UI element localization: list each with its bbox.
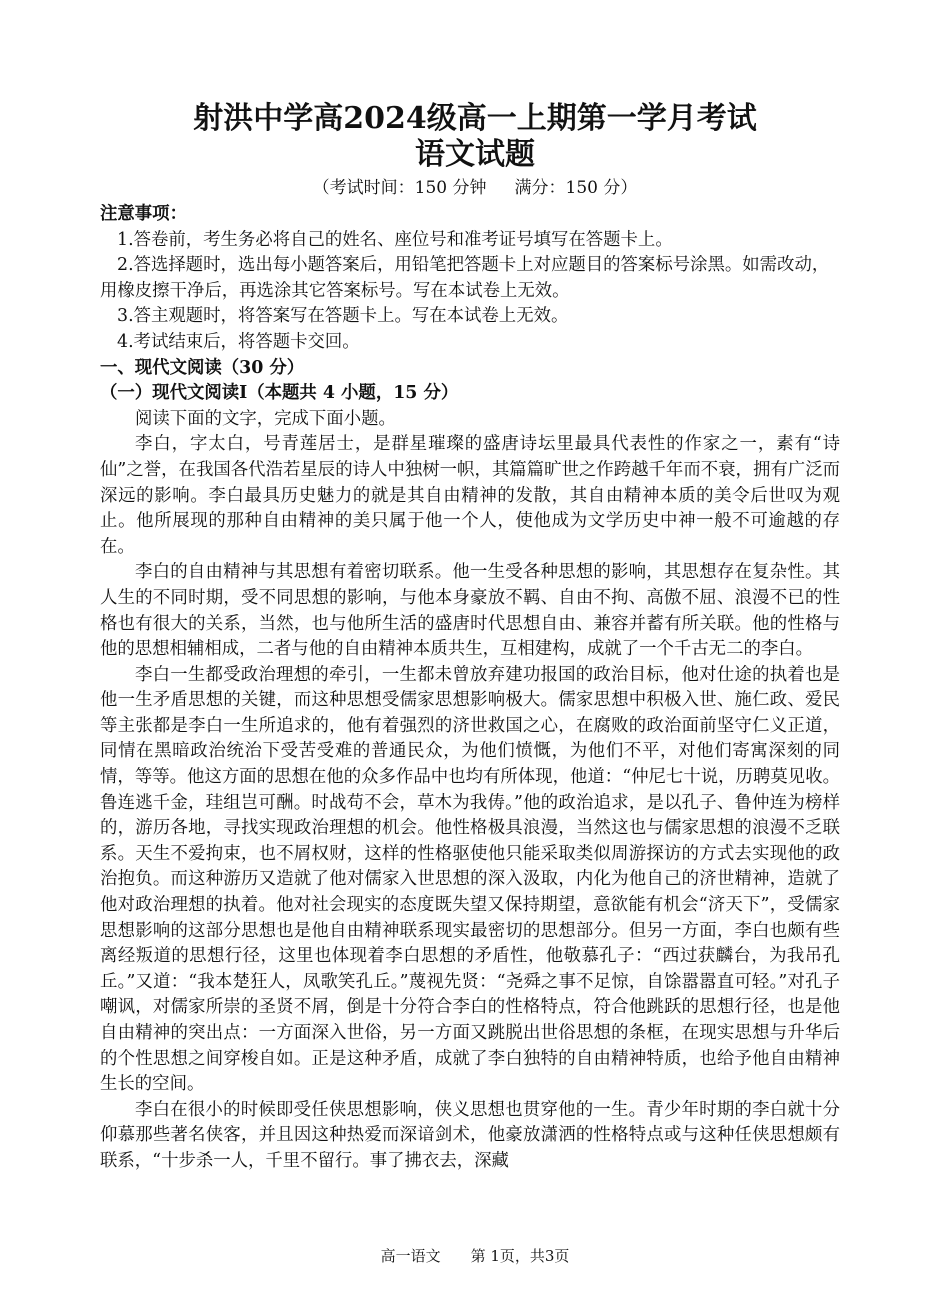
exam-title: 射洪中学高2024级高一上期第一学月考试 bbox=[193, 101, 757, 136]
passage-paragraph-1: 李白，字太白，号青莲居士，是群星璀璨的盛唐诗坛里最具代表性的作家之一，素有“诗仙”之誉，在我国各代浩若星辰的诗人中独树一帜，其篇篇旷世之作跨越千年而不衰，拥有广泛而深远的影响。李白最具历史魅力的就是其自由精神的发散，其自由精神本质的美令后世叹为观止。他所展现的那种自由精神的美只属于他一个人，使他成为文学历史中神一般不可逾越的存在。 bbox=[100, 434, 840, 557]
exam-time: （考试时间：150 分钟 bbox=[312, 178, 487, 198]
notice-item-1: 1.答卷前，考生务必将自己的姓名、座位号和准考证号填写在答题卡上。 bbox=[117, 229, 673, 250]
notice-item-4: 4.考试结束后，将答题卡交回。 bbox=[117, 331, 360, 352]
subject-title: 语文试题 bbox=[415, 137, 535, 172]
section-heading: 一、现代文阅读（30 分） bbox=[100, 357, 305, 378]
section-subheading: （一）现代文阅读Ⅰ（本题共 4 小题，15 分） bbox=[100, 383, 459, 404]
notice-heading: 注意事项： bbox=[100, 204, 187, 224]
reading-instruction: 阅读下面的文字，完成下面小题。 bbox=[135, 408, 396, 429]
passage-paragraph-3: 李白一生都受政治理想的牵引，一生都未曾放弃建功报国的政治目标，他对仕途的执着也是他一生矛盾思想的关键，而这种思想受儒家思想影响极大。儒家思想中积极入世、施仁政、爱民等主张都是李白一生所追求的，他有着强烈的济世救国之心，在腐败的政治面前坚守仁义正道，同情在黑暗政治统治下受苦受难的普通民众，为他们愤慨，为他们不平，对他们寄寓深刻的同情，等等。他这方面的思想在他的众多作品中也均有所体现，他道：“仲尼七十说，历聘莫见收。鲁连逃千金，珪组岂可酬。时战苟不会，草木为我俦。”他的政治追求，是以孔子、鲁仲连为榜样的，游历各地，寻找实现政治理想的机会。他性格极具浪漫，当然这也与儒家思想的浪漫不乏联系。天生不爱拘束，也不屑权财，这样的性格驱使他只能采取类似周游探访的方式去实现他的政治抱负。而这种游历又造就了他对儒家入世思想的深入汲取，内化为他自己的济世精神，造就了他对政治理想的执着。他对社会现实的态度既失望又保持期望，意欲能有机会“济天下”，受儒家思想影响的这部分思想也是他自由精神联系现实最密切的思想部分。但另一方面，李白也颇有些离经叛道的思想行径，这里也体现着李白思想的矛盾性，他敬慕孔子：“西过获麟台，为我吊孔丘。”又道：“我本楚狂人，凤歌笑孔丘。”蔑视先贤：“尧舜之事不足惊，自馀嚣嚣直可轻。”对孔子嘲讽，对儒家所崇的圣贤不屑，倒是十分符合李白的性格特点，符合他跳跃的思想行径，也是他自由精神的突出点：一方面深入世俗，另一方面又跳脱出世俗思想的条框，在现实思想与升华后的个性思想之间穿梭自如。正是这种矛盾，成就了李白独特的自由精神特质，也给予他自由精神生长的空间。 bbox=[100, 664, 840, 1095]
notice-item-3: 3.答主观题时，将答案写在答题卡上。写在本试卷上无效。 bbox=[117, 306, 569, 327]
notice-item-2: 2.答选择题时，选出每小题答案后，用铅笔把答题卡上对应题目的答案标号涂黑。如需改动，用橡皮擦干净后，再选涂其它答案标号。写在本试卷上无效。 bbox=[100, 255, 830, 301]
footer-page-info: 第 1页，共3页 bbox=[470, 1247, 570, 1265]
full-score: 满分：150 分） bbox=[514, 178, 638, 198]
passage-paragraph-4: 李白在很小的时候即受任侠思想影响，侠义思想也贯穿他的一生。青少年时期的李白就十分仰慕那些著名侠客，并且因这种热爱而深谙剑术，他豪放潇洒的性格特点或与这种任侠思想颇有联系，“十步杀一人，千里不留行。事了拂衣去，深藏 bbox=[100, 1099, 840, 1171]
exam-info bbox=[0, 176, 950, 200]
passage-paragraph-2: 李白的自由精神与其思想有着密切联系。他一生受各种思想的影响，其思想存在复杂性。其人生的不同时期，受不同思想的影响，与他本身豪放不羁、自由不拘、高傲不屈、浪漫不已的性格也有很大的关系，当然，也与他所生活的盛唐时代思想自由、兼容并蓄有所关联。他的性格与他的思想相辅相成，二者与他的自由精神本质共生，互相建构，成就了一个千古无二的李白。 bbox=[100, 562, 840, 660]
page-footer bbox=[0, 1246, 950, 1266]
footer-subject: 高一语文 bbox=[380, 1247, 441, 1265]
exam-body bbox=[100, 202, 840, 1175]
